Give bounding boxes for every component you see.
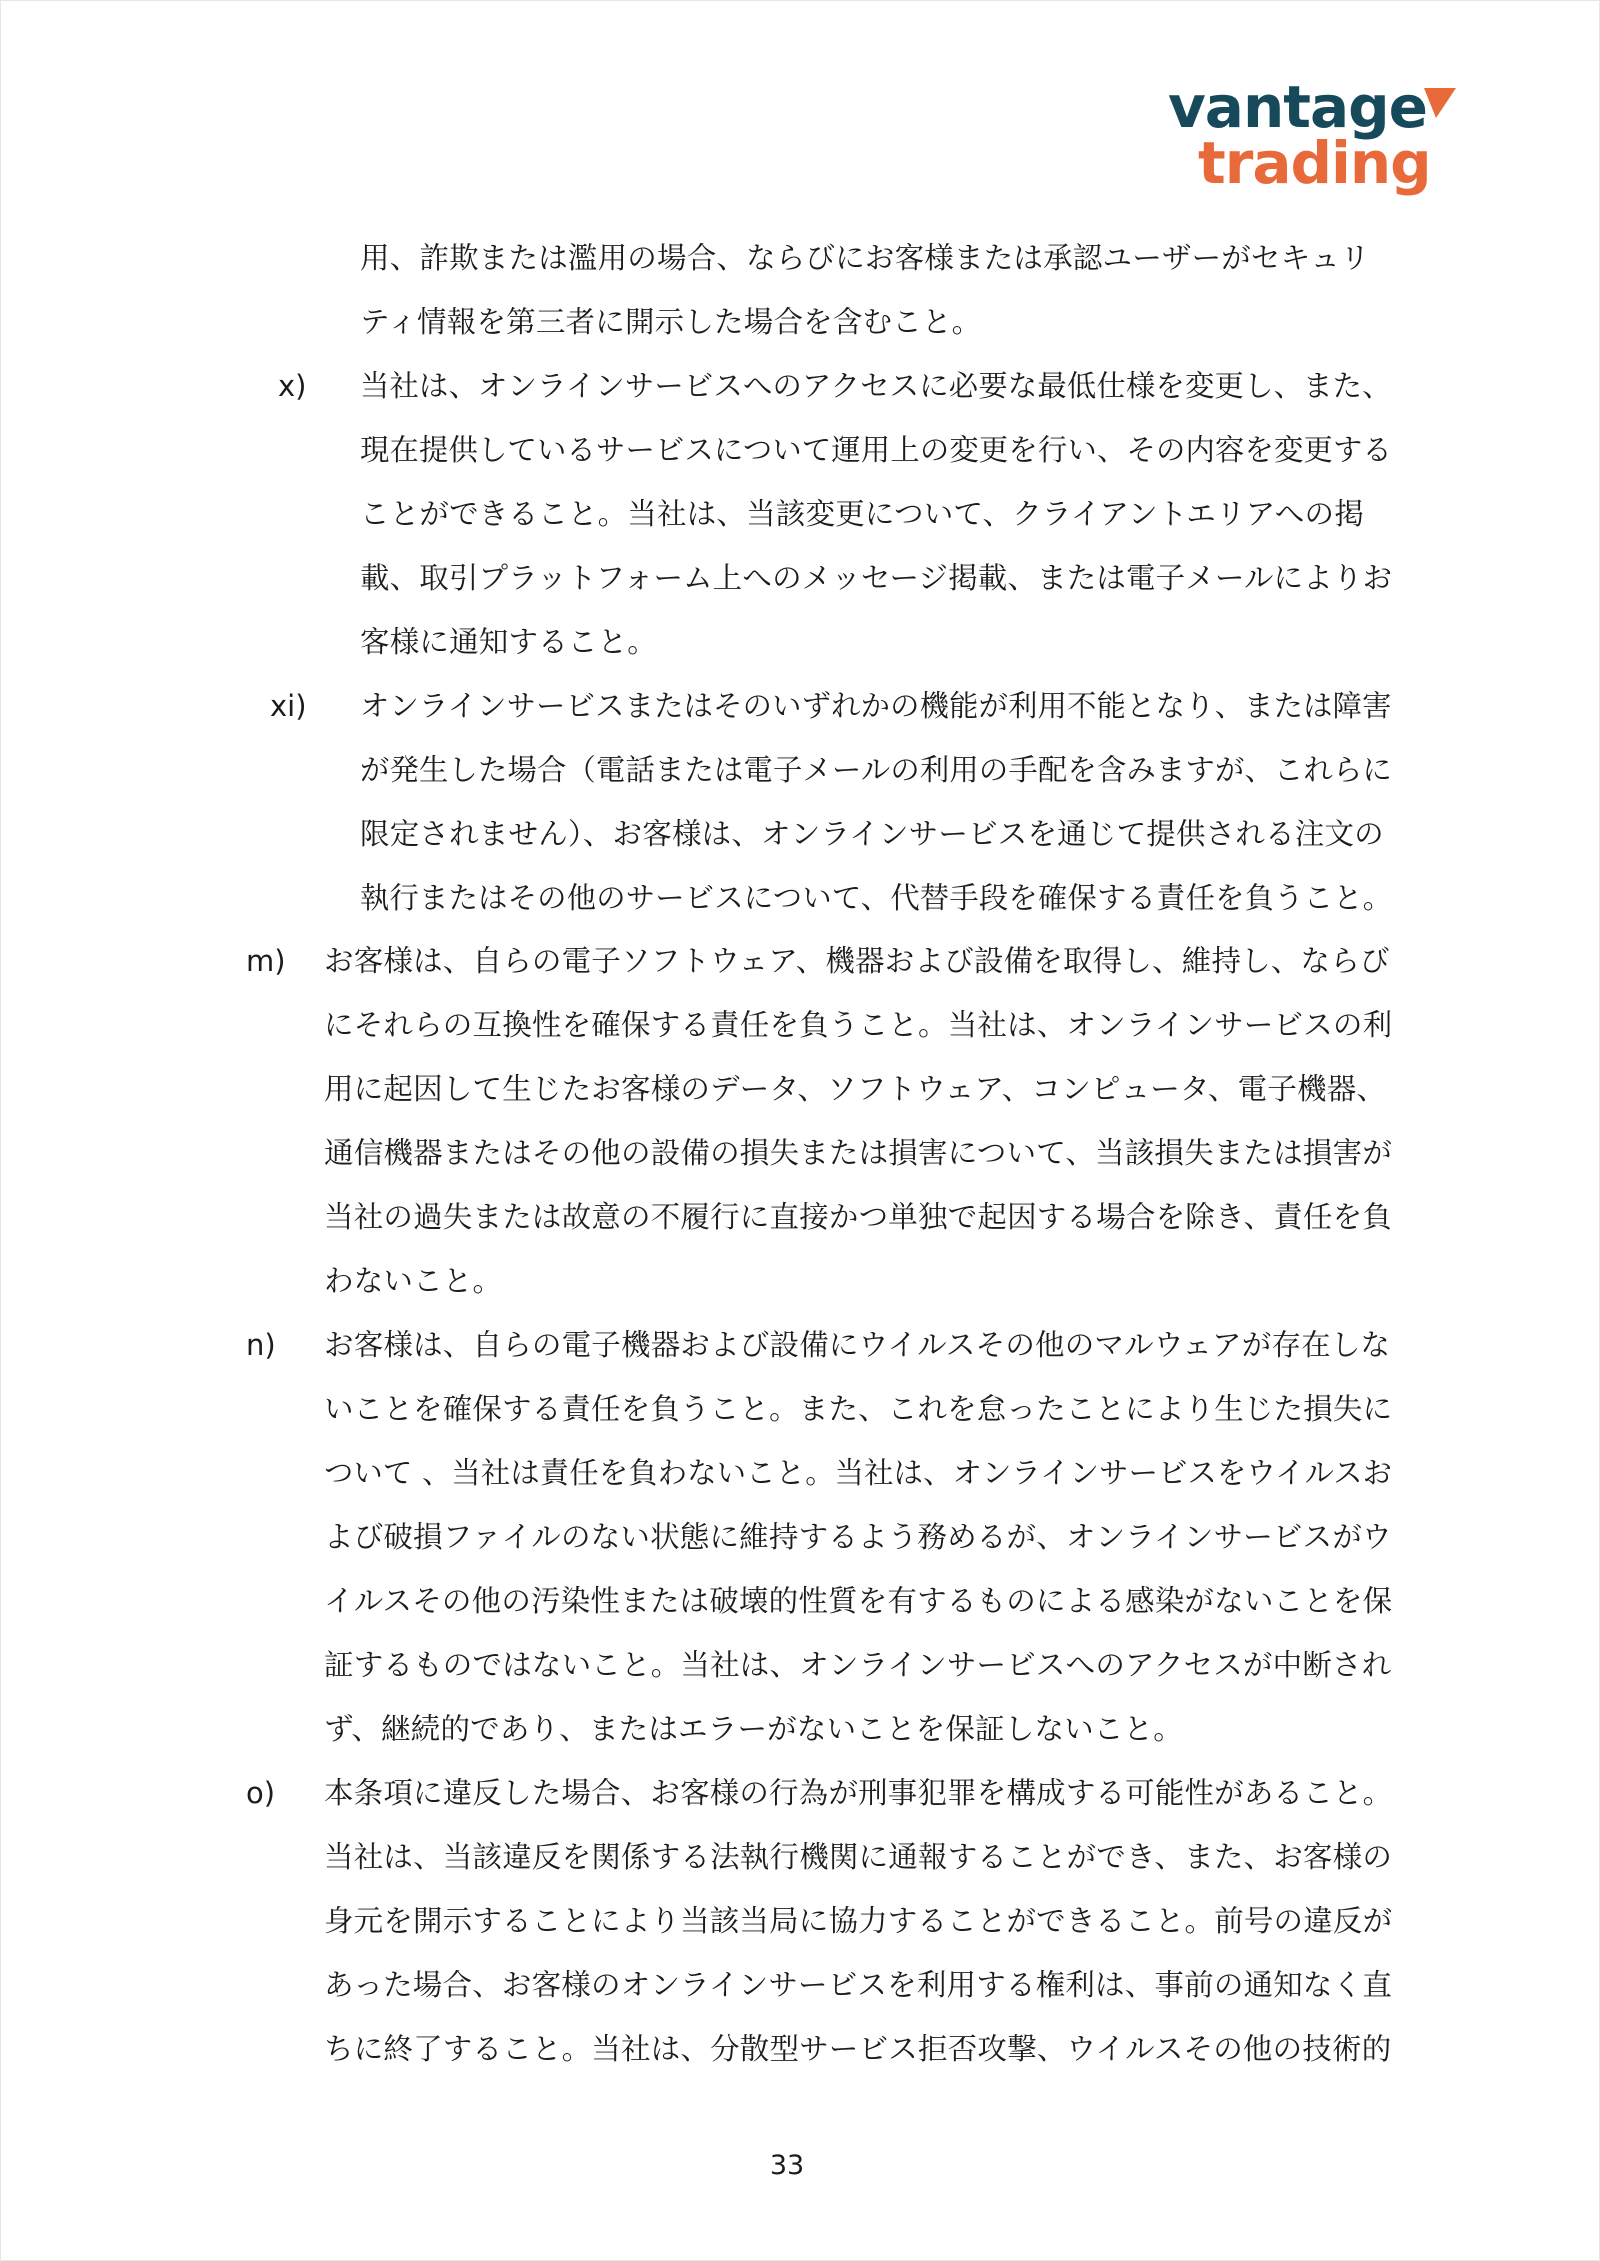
list-item-line: ちに終了すること。当社は、分散型サービス拒否攻撃、ウイルスその他の技術的 <box>324 2032 1392 2066</box>
list-item-line: お客様は、自らの電子ソフトウェア、機器および設備を取得し、維持し、ならび <box>324 944 1390 978</box>
list-item-line: 身元を開示することにより当該当局に協力することができること。前号の違反が <box>324 1904 1393 1938</box>
list-item-line: 執行またはその他のサービスについて、代替手段を確保する責任を負うこと。 <box>360 881 1393 915</box>
list-item-line: 現在提供しているサービスについて運用上の変更を行い、その内容を変更する <box>360 433 1392 467</box>
list-marker-xi: xi) <box>270 689 307 723</box>
list-marker-n: n) <box>246 1328 276 1362</box>
list-marker-m: m) <box>246 944 286 978</box>
list-item-line: イルスその他の汚染性または破壊的性質を有するものによる感染がないことを保 <box>324 1584 1393 1618</box>
logo-word-trading: trading <box>1198 129 1431 197</box>
vantage-trading-logo <box>1160 73 1460 208</box>
continuation-line: ティ情報を第三者に開示した場合を含むこと。 <box>360 305 982 339</box>
list-marker-x: x) <box>278 369 307 403</box>
list-item-line: わないこと。 <box>324 1264 503 1298</box>
list-item-line: オンラインサービスまたはそのいずれかの機能が利用不能となり、または障害 <box>360 689 1392 723</box>
list-item-line: 通信機器またはその他の設備の損失または損害について、当該損失または損害が <box>324 1136 1393 1170</box>
list-item-line: 載、取引プラットフォーム上へのメッセージ掲載、または電子メールによりお <box>360 561 1393 595</box>
list-item-line: 用に起因して生じたお客様のデータ、ソフトウェア、コンピュータ、電子機器、 <box>324 1072 1387 1106</box>
list-item-line: ついて 、当社は責任を負わないこと。当社は、オンラインサービスをウイルスお <box>324 1456 1393 1490</box>
logo-word-vantage: vantage <box>1168 73 1427 141</box>
list-item-line: が発生した場合（電話または電子メールの利用の手配を含みますが、これらに <box>360 753 1392 787</box>
continuation-line: 用、詐欺または濫用の場合、ならびにお客様または承認ユーザーがセキュリ <box>360 241 1370 275</box>
list-item-line: 当社は、当該違反を関係する法執行機関に通報することができ、また、お客様の <box>324 1840 1393 1874</box>
list-item-line: ず、継続的であり、またはエラーがないことを保証しないこと。 <box>324 1712 1183 1746</box>
list-item-line: 客様に通知すること。 <box>360 625 658 659</box>
list-marker-o: o) <box>246 1776 276 1810</box>
list-item-line: よび破損ファイルのない状態に維持するよう務めるが、オンラインサービスがウ <box>324 1520 1392 1554</box>
page-number: 33 <box>769 2150 805 2181</box>
list-item-line: 当社は、オンラインサービスへのアクセスに必要な最低仕様を変更し、また、 <box>360 369 1392 403</box>
list-item-line: にそれらの互換性を確保する責任を負うこと。当社は、オンラインサービスの利 <box>324 1008 1393 1042</box>
list-item-line: 本条項に違反した場合、お客様の行為が刑事犯罪を構成する可能性があること。 <box>324 1776 1393 1810</box>
list-item-line: 限定されません）、お客様は、オンラインサービスを通じて提供される注文の <box>360 817 1384 851</box>
list-item-line: お客様は、自らの電子機器および設備にウイルスその他のマルウェアが存在しな <box>324 1328 1391 1362</box>
logo-arrow-icon <box>1422 86 1458 120</box>
list-item-line: 当社の過失または故意の不履行に直接かつ単独で起因する場合を除き、責任を負 <box>324 1200 1393 1234</box>
list-item-line: いことを確保する責任を負うこと。また、これを怠ったことにより生じた損失に <box>324 1392 1393 1426</box>
list-item-line: あった場合、お客様のオンラインサービスを利用する権利は、事前の通知なく直 <box>324 1968 1393 2002</box>
list-item-line: ことができること。当社は、当該変更について、クライアントエリアへの掲 <box>360 497 1364 531</box>
list-item-line: 証するものではないこと。当社は、オンラインサービスへのアクセスが中断され <box>324 1648 1392 1682</box>
